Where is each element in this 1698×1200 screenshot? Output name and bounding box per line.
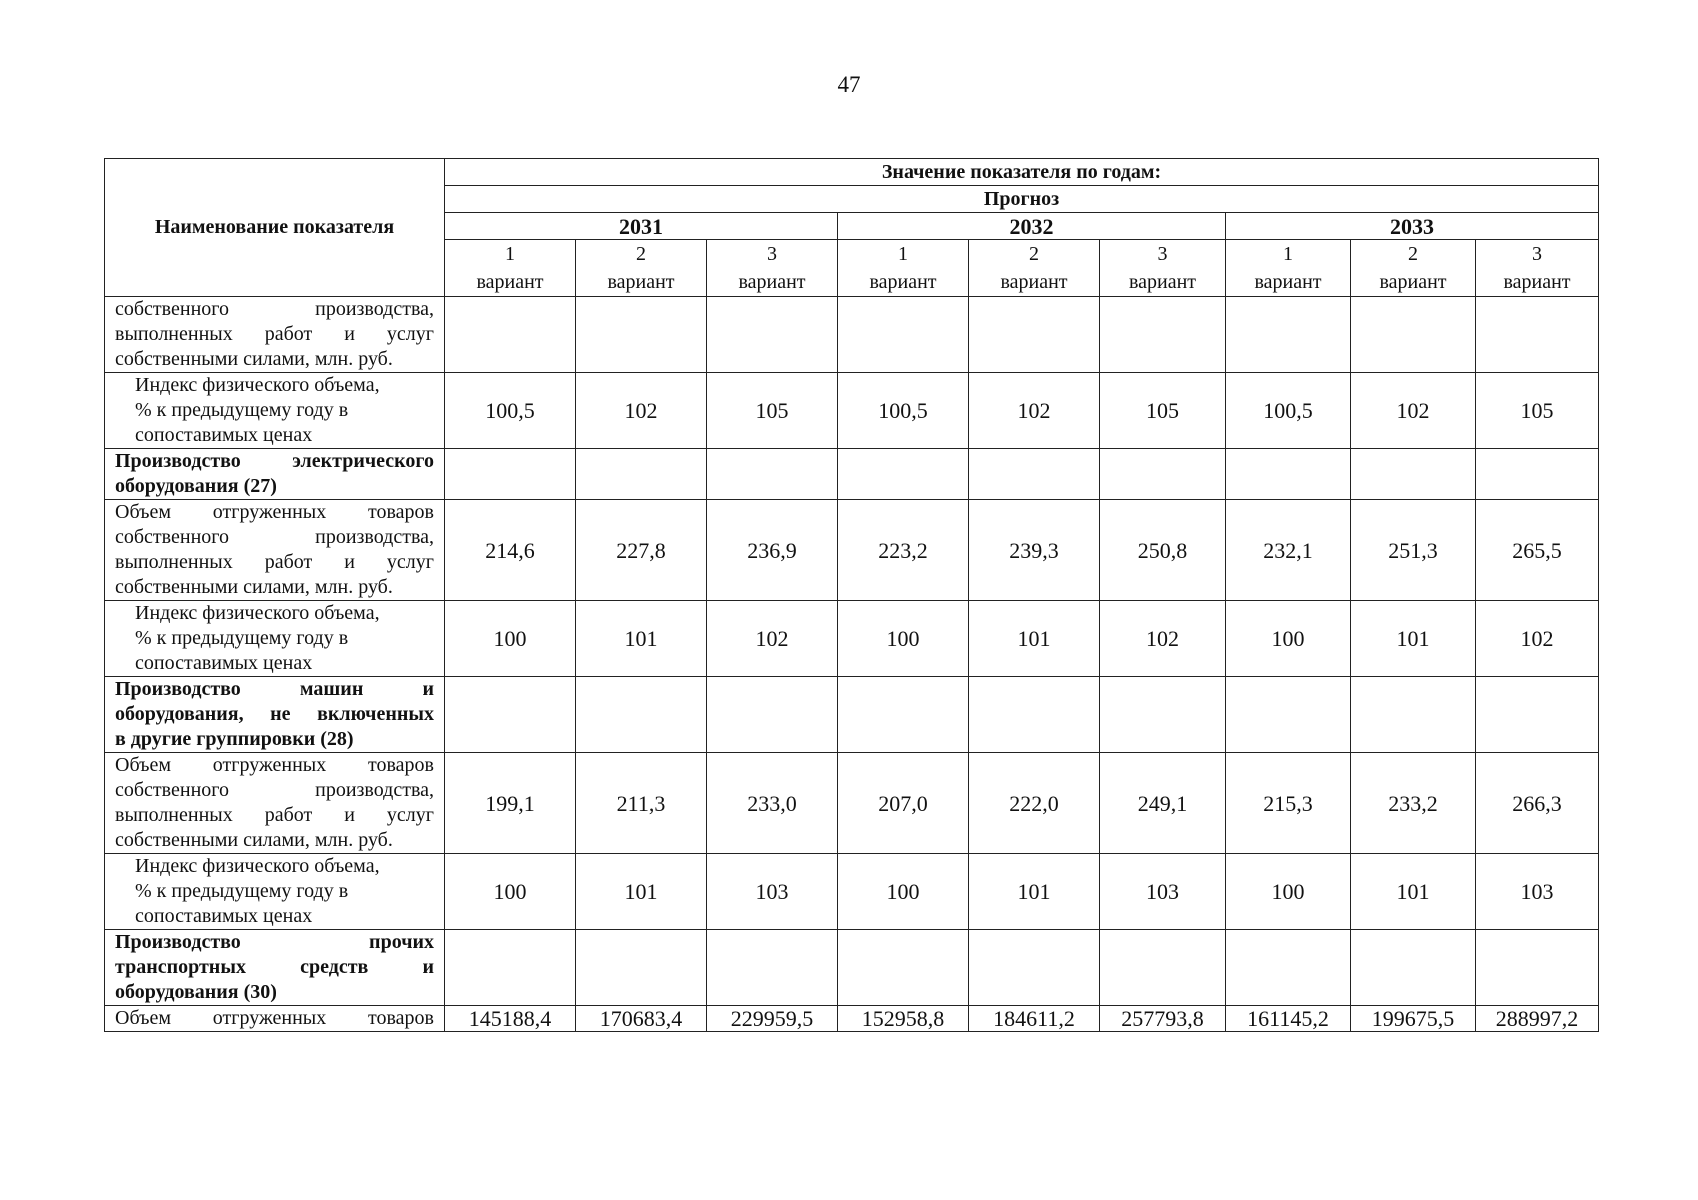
value-cell: 207,0 bbox=[838, 753, 969, 854]
value-cell bbox=[445, 930, 576, 1006]
value-cell: 229959,5 bbox=[707, 1006, 838, 1032]
variant-header bbox=[707, 240, 838, 297]
section-title-cell bbox=[105, 677, 445, 753]
value-cell: 103 bbox=[707, 854, 838, 930]
value-cell: 288997,2 bbox=[1476, 1006, 1599, 1032]
indicator-name-line: в другие группировки (28) bbox=[115, 728, 354, 750]
indicator-name-line: сопоставимых ценах bbox=[135, 905, 313, 927]
variant-header bbox=[1226, 240, 1351, 297]
value-cell bbox=[1351, 297, 1476, 373]
table-row bbox=[105, 601, 1599, 677]
value-cell: 101 bbox=[576, 601, 707, 677]
value-cell: 102 bbox=[576, 373, 707, 449]
variant-number: 3 bbox=[767, 243, 777, 265]
value-cell: 103 bbox=[1476, 854, 1599, 930]
values-by-year-header: Значение показателя по годам: bbox=[445, 159, 1599, 186]
table-row bbox=[105, 297, 1599, 373]
value-cell: 100,5 bbox=[838, 373, 969, 449]
section-title-cell bbox=[105, 930, 445, 1006]
indicator-name-line: оборудования (27) bbox=[115, 475, 277, 497]
value-cell: 100,5 bbox=[445, 373, 576, 449]
indicator-name-line: Индекс физического объема, bbox=[135, 602, 380, 624]
indicator-name-line: Производство электрического bbox=[115, 450, 434, 472]
variant-header bbox=[1100, 240, 1226, 297]
value-cell: 105 bbox=[1100, 373, 1226, 449]
value-cell bbox=[1351, 449, 1476, 500]
value-cell: 239,3 bbox=[969, 500, 1100, 601]
variant-word: вариант bbox=[869, 271, 937, 293]
variant-header bbox=[1476, 240, 1599, 297]
value-cell: 184611,2 bbox=[969, 1006, 1100, 1032]
value-cell bbox=[1100, 677, 1226, 753]
variant-number: 1 bbox=[1283, 243, 1293, 265]
year-header-2031: 2031 bbox=[445, 213, 838, 240]
variant-number: 1 bbox=[505, 243, 515, 265]
forecast-table bbox=[104, 158, 1599, 1032]
value-cell: 161145,2 bbox=[1226, 1006, 1351, 1032]
variant-header bbox=[838, 240, 969, 297]
variant-header bbox=[1351, 240, 1476, 297]
indicator-name-cell bbox=[105, 373, 445, 449]
value-cell: 101 bbox=[969, 601, 1100, 677]
value-cell bbox=[1476, 677, 1599, 753]
page-number: 47 bbox=[837, 72, 861, 97]
value-cell bbox=[838, 297, 969, 373]
variant-header bbox=[969, 240, 1100, 297]
value-cell bbox=[445, 297, 576, 373]
value-cell: 101 bbox=[969, 854, 1100, 930]
indicator-name-cell bbox=[105, 500, 445, 601]
indicator-name-line: % к предыдущему году в bbox=[135, 627, 349, 649]
table-row bbox=[105, 373, 1599, 449]
variant-number: 2 bbox=[1408, 243, 1418, 265]
variant-word: вариант bbox=[607, 271, 675, 293]
value-cell bbox=[838, 930, 969, 1006]
indicator-name-header: Наименование показателя bbox=[105, 159, 445, 297]
value-cell bbox=[576, 297, 707, 373]
value-cell bbox=[576, 930, 707, 1006]
value-cell: 265,5 bbox=[1476, 500, 1599, 601]
variant-header bbox=[445, 240, 576, 297]
variant-word: вариант bbox=[1254, 271, 1322, 293]
variant-number: 3 bbox=[1157, 243, 1168, 265]
value-cell: 103 bbox=[1100, 854, 1226, 930]
table-row bbox=[105, 854, 1599, 930]
indicator-name-cell bbox=[105, 297, 445, 373]
value-cell: 100 bbox=[838, 854, 969, 930]
variant-number: 2 bbox=[1029, 243, 1039, 265]
value-cell: 227,8 bbox=[576, 500, 707, 601]
value-cell: 100 bbox=[445, 601, 576, 677]
variant-number: 3 bbox=[1532, 243, 1543, 265]
indicator-name-line: Производство прочих bbox=[115, 931, 434, 953]
indicator-name-line: собственного производства, bbox=[115, 779, 434, 801]
indicator-name-line: собственными силами, млн. руб. bbox=[115, 348, 393, 370]
value-cell bbox=[445, 677, 576, 753]
value-cell: 102 bbox=[1476, 601, 1599, 677]
value-cell bbox=[1100, 930, 1226, 1006]
value-cell: 100 bbox=[838, 601, 969, 677]
value-cell: 170683,4 bbox=[576, 1006, 707, 1032]
value-cell bbox=[838, 677, 969, 753]
value-cell: 100 bbox=[1226, 601, 1351, 677]
value-cell bbox=[576, 677, 707, 753]
value-cell bbox=[707, 930, 838, 1006]
value-cell bbox=[445, 449, 576, 500]
value-cell: 249,1 bbox=[1100, 753, 1226, 854]
value-cell: 101 bbox=[576, 854, 707, 930]
value-cell: 233,2 bbox=[1351, 753, 1476, 854]
value-cell: 215,3 bbox=[1226, 753, 1351, 854]
year-header-2032: 2032 bbox=[838, 213, 1226, 240]
indicator-name-line: сопоставимых ценах bbox=[135, 652, 313, 674]
value-cell bbox=[576, 449, 707, 500]
value-cell bbox=[1351, 930, 1476, 1006]
indicator-name-line: собственными силами, млн. руб. bbox=[115, 576, 393, 598]
variant-word: вариант bbox=[1128, 271, 1197, 293]
year-header-2033: 2033 bbox=[1226, 213, 1599, 240]
value-cell: 232,1 bbox=[1226, 500, 1351, 601]
indicator-name-line: выполненных работ и услуг bbox=[115, 551, 434, 573]
variant-number: 2 bbox=[636, 243, 646, 265]
indicator-name-line: сопоставимых ценах bbox=[135, 424, 313, 446]
value-cell: 236,9 bbox=[707, 500, 838, 601]
forecast-header: Прогноз bbox=[445, 186, 1599, 213]
value-cell: 105 bbox=[707, 373, 838, 449]
value-cell bbox=[1226, 297, 1351, 373]
table-row bbox=[105, 449, 1599, 500]
value-cell: 101 bbox=[1351, 601, 1476, 677]
value-cell bbox=[969, 297, 1100, 373]
value-cell bbox=[969, 930, 1100, 1006]
value-cell bbox=[707, 449, 838, 500]
table-row bbox=[105, 1006, 1599, 1032]
value-cell: 233,0 bbox=[707, 753, 838, 854]
indicator-name-line: транспортных средств и bbox=[115, 956, 434, 978]
value-cell bbox=[1226, 449, 1351, 500]
value-cell: 214,6 bbox=[445, 500, 576, 601]
value-cell bbox=[707, 297, 838, 373]
variant-number: 1 bbox=[898, 243, 908, 265]
variant-word: вариант bbox=[1000, 271, 1068, 293]
variant-header bbox=[576, 240, 707, 297]
indicator-name-line: собственного производства, bbox=[115, 526, 434, 548]
table-row bbox=[105, 677, 1599, 753]
indicator-name-line: Индекс физического объема, bbox=[135, 374, 380, 396]
variant-word: вариант bbox=[1503, 271, 1571, 293]
value-cell bbox=[1100, 297, 1226, 373]
value-cell bbox=[1226, 930, 1351, 1006]
value-cell: 145188,4 bbox=[445, 1006, 576, 1032]
value-cell: 211,3 bbox=[576, 753, 707, 854]
value-cell bbox=[707, 677, 838, 753]
indicator-name-line: Объем отгруженных товаров bbox=[115, 1007, 434, 1029]
indicator-name-cell bbox=[105, 1006, 445, 1032]
indicator-name-line: Производство машин и bbox=[115, 678, 434, 700]
value-cell bbox=[1100, 449, 1226, 500]
value-cell: 266,3 bbox=[1476, 753, 1599, 854]
table-row bbox=[105, 930, 1599, 1006]
table-row bbox=[105, 753, 1599, 854]
table-row bbox=[105, 500, 1599, 601]
value-cell: 250,8 bbox=[1100, 500, 1226, 601]
value-cell bbox=[1476, 449, 1599, 500]
indicator-name-line: Объем отгруженных товаров bbox=[115, 754, 434, 776]
variant-word: вариант bbox=[738, 271, 806, 293]
indicator-name-line: выполненных работ и услуг bbox=[115, 804, 434, 826]
value-cell: 102 bbox=[969, 373, 1100, 449]
value-cell bbox=[1476, 930, 1599, 1006]
variant-word: вариант bbox=[476, 271, 544, 293]
indicator-name-line: выполненных работ и услуг bbox=[115, 323, 434, 345]
value-cell: 257793,8 bbox=[1100, 1006, 1226, 1032]
indicator-name-line: Индекс физического объема, bbox=[135, 855, 380, 877]
value-cell bbox=[838, 449, 969, 500]
value-cell: 251,3 bbox=[1351, 500, 1476, 601]
indicator-name-line: % к предыдущему году в bbox=[135, 399, 349, 421]
indicator-name-cell bbox=[105, 854, 445, 930]
indicator-name-line: собственного производства, bbox=[115, 298, 434, 320]
value-cell: 105 bbox=[1476, 373, 1599, 449]
value-cell bbox=[969, 449, 1100, 500]
value-cell: 199675,5 bbox=[1351, 1006, 1476, 1032]
indicator-name-line: оборудования, не включенных bbox=[115, 703, 434, 725]
value-cell: 102 bbox=[1351, 373, 1476, 449]
value-cell: 102 bbox=[1100, 601, 1226, 677]
value-cell: 100 bbox=[1226, 854, 1351, 930]
indicator-name-cell bbox=[105, 753, 445, 854]
value-cell bbox=[969, 677, 1100, 753]
section-title-cell bbox=[105, 449, 445, 500]
indicator-name-line: собственными силами, млн. руб. bbox=[115, 829, 393, 851]
value-cell: 199,1 bbox=[445, 753, 576, 854]
value-cell: 223,2 bbox=[838, 500, 969, 601]
value-cell bbox=[1351, 677, 1476, 753]
value-cell bbox=[1226, 677, 1351, 753]
value-cell: 152958,8 bbox=[838, 1006, 969, 1032]
variant-word: вариант bbox=[1379, 271, 1447, 293]
value-cell: 101 bbox=[1351, 854, 1476, 930]
value-cell bbox=[1476, 297, 1599, 373]
value-cell: 222,0 bbox=[969, 753, 1100, 854]
value-cell: 100 bbox=[445, 854, 576, 930]
value-cell: 100,5 bbox=[1226, 373, 1351, 449]
indicator-name-line: оборудования (30) bbox=[115, 981, 277, 1003]
value-cell: 102 bbox=[707, 601, 838, 677]
indicator-name-cell bbox=[105, 601, 445, 677]
indicator-name-line: % к предыдущему году в bbox=[135, 880, 349, 902]
indicator-name-line: Объем отгруженных товаров bbox=[115, 501, 434, 523]
